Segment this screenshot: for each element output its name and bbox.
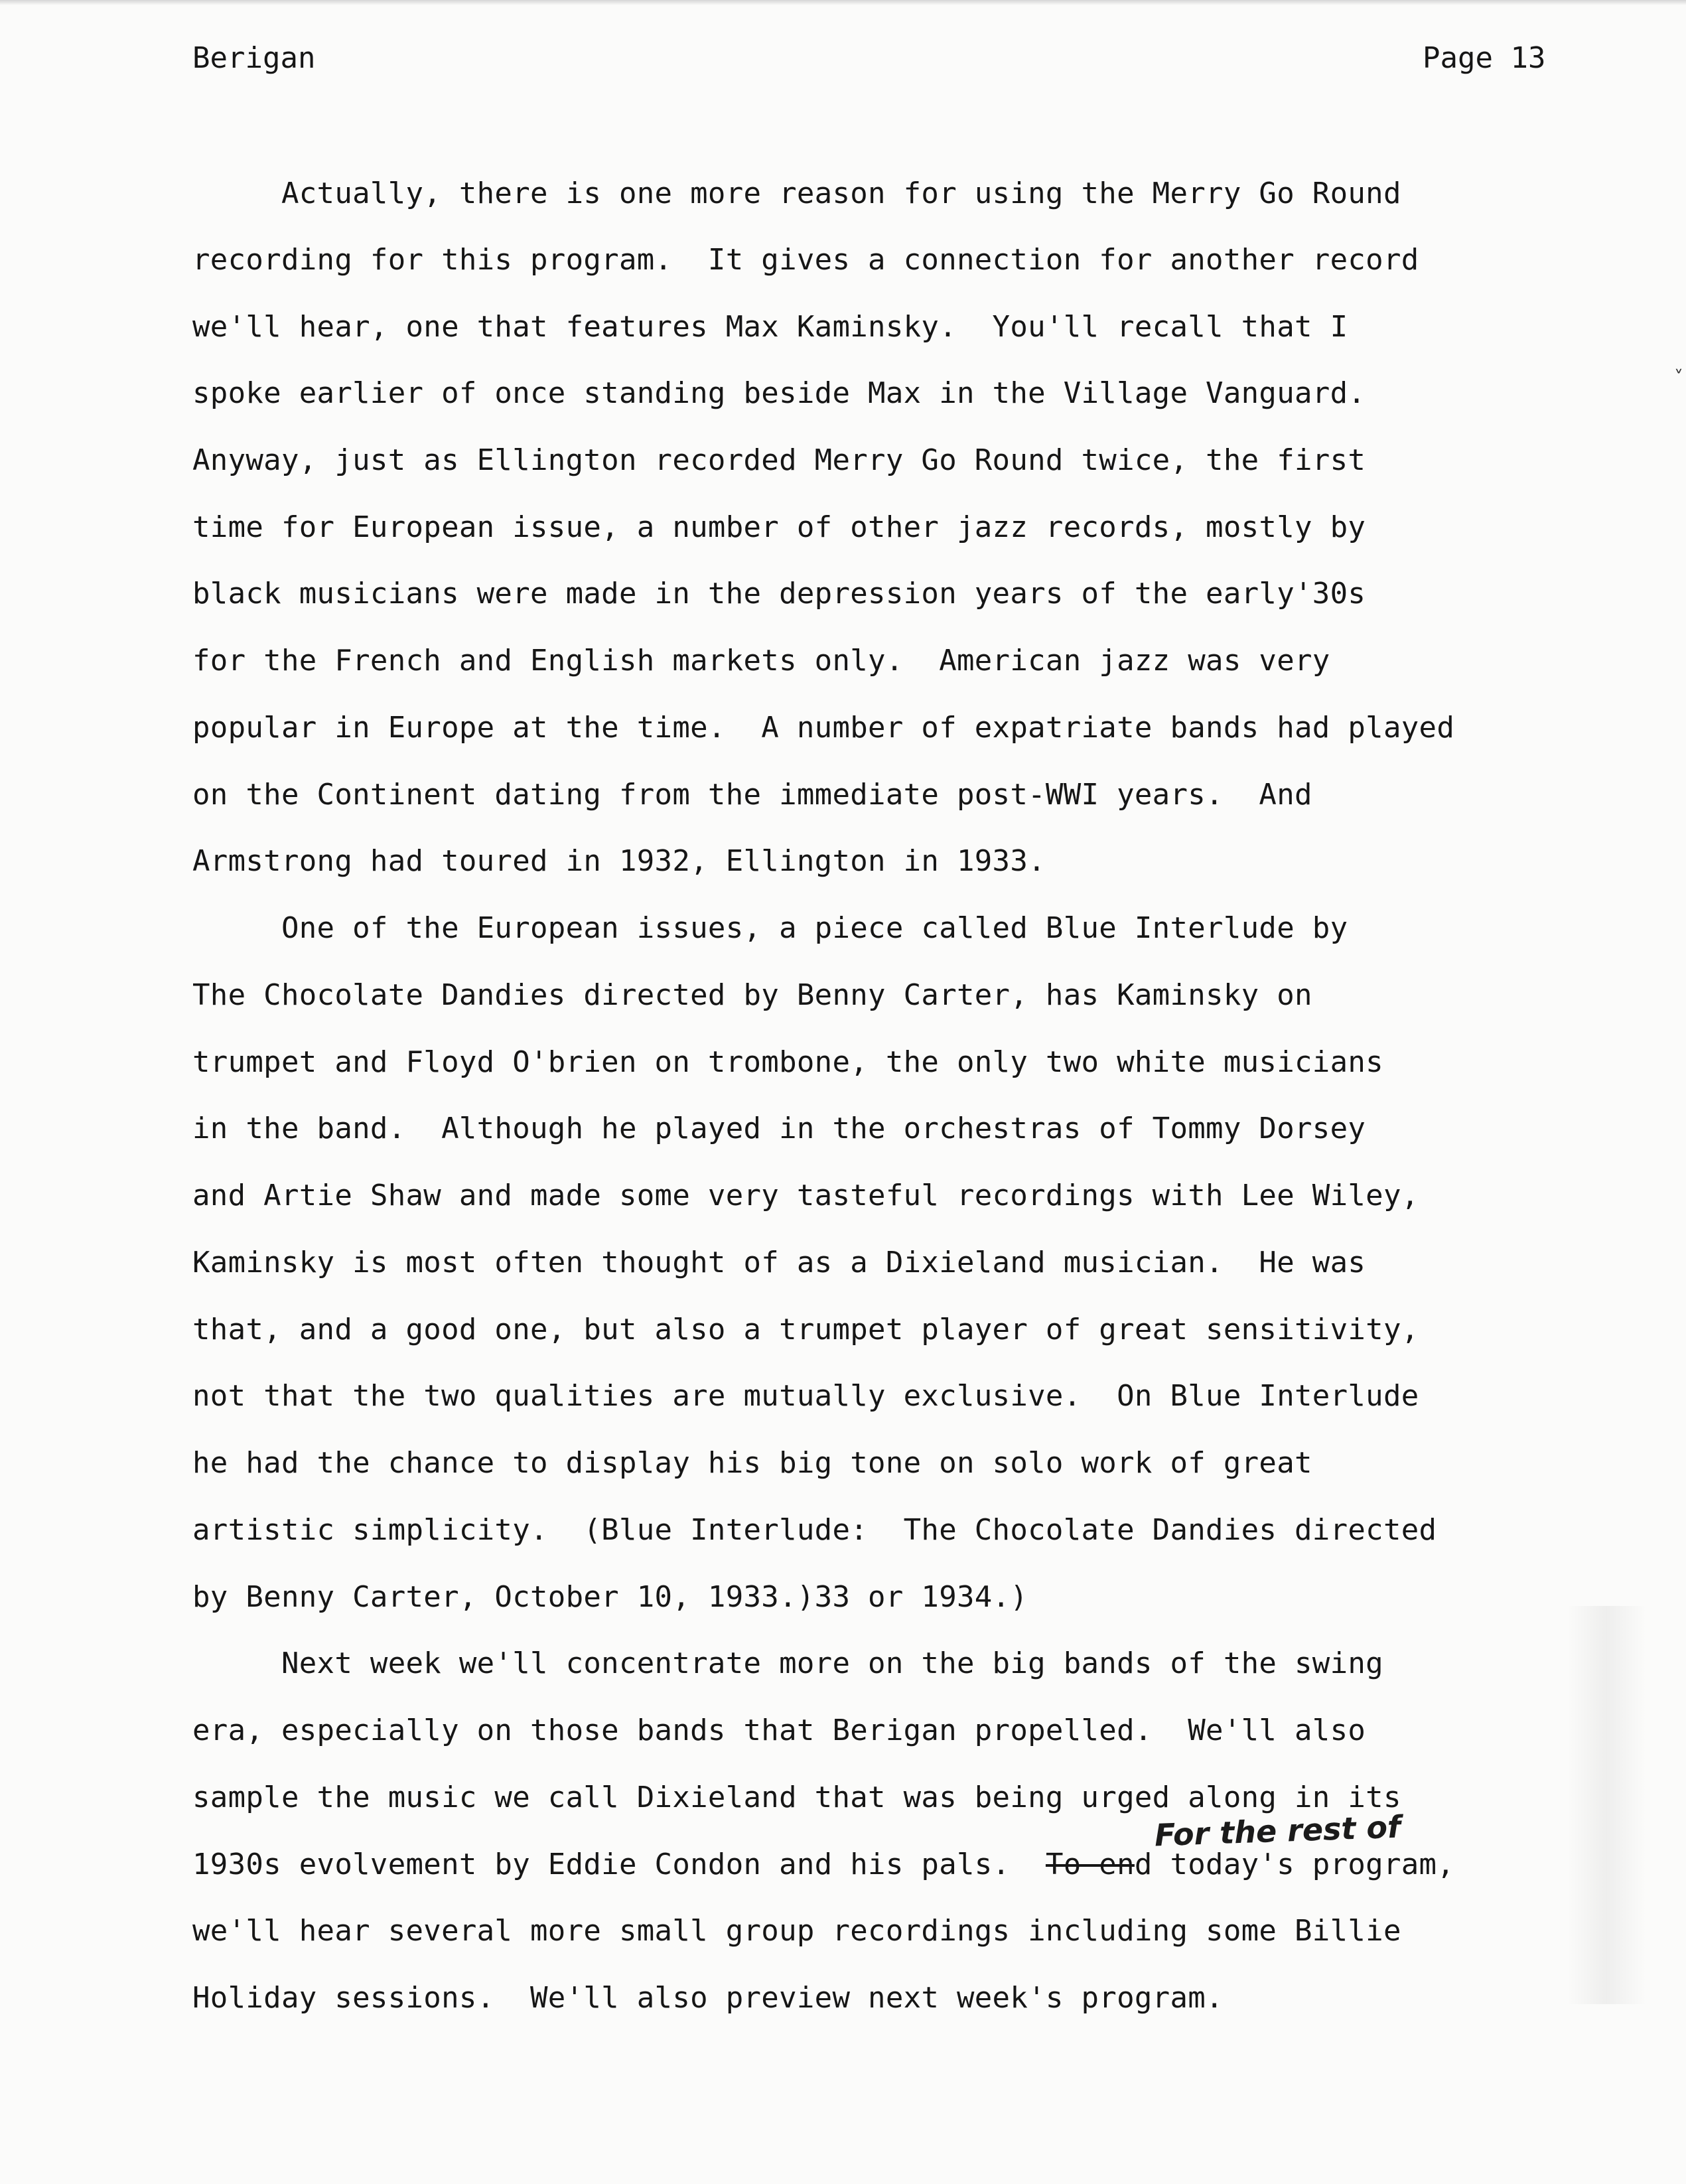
page-number: Page 13 [1423, 41, 1546, 75]
body-line: Anyway, just as Ellington recorded Merry Go Round twice, the first [192, 443, 1366, 477]
body-line: Holiday sessions. We'll also preview next week's program. [192, 1981, 1224, 2015]
handwritten-insertion: For the rest of [1154, 1808, 1401, 1854]
body-line: and Artie Shaw and made some very tasteful recordings with Lee Wiley, [192, 1179, 1419, 1212]
scan-edge [0, 0, 1686, 5]
body-line: time for European issue, a number of other jazz records, mostly by [192, 510, 1366, 544]
body-line: for the French and English markets only. American jazz was very [192, 644, 1330, 678]
body-line: in the band. Although he played in the orchestras of Tommy Dorsey [192, 1112, 1366, 1145]
body-line: trumpet and Floyd O'brien on trombone, the only two white musicians [192, 1045, 1383, 1079]
body-line: One of the European issues, a piece called Blue Interlude by [192, 911, 1348, 945]
body-line: spoke earlier of once standing beside Max in the Village Vanguard. [192, 376, 1366, 410]
body-line: black musicians were made in the depression years of the early'30s [192, 577, 1366, 611]
struck-through-text: To en [1045, 1848, 1135, 1881]
margin-tick-mark: ˅ [1674, 366, 1683, 388]
body-line: by Benny Carter, October 10, 1933.)33 or 1934.) [192, 1580, 1028, 1614]
body-line: he had the chance to display his big tone on solo work of great [192, 1446, 1312, 1480]
line-text-before-edit: 1930s evolvement by Eddie Condon and his pals. [192, 1848, 1046, 1881]
running-header-author: Berigan [192, 41, 316, 75]
body-line: era, especially on those bands that Berigan propelled. We'll also [192, 1713, 1366, 1747]
body-line-with-edit [192, 1845, 1454, 1885]
body-line: popular in Europe at the time. A number of expatriate bands had played [192, 711, 1455, 745]
body-line: not that the two qualities are mutually exclusive. On Blue Interlude [192, 1379, 1419, 1413]
body-line: Armstrong had toured in 1932, Ellington in 1933. [192, 844, 1046, 878]
body-line: that, and a good one, but also a trumpet player of great sensitivity, [192, 1313, 1419, 1347]
body-line: Next week we'll concentrate more on the big bands of the swing [192, 1646, 1383, 1680]
body-line: sample the music we call Dixieland that was being urged along in its [192, 1781, 1401, 1814]
body-line: The Chocolate Dandies directed by Benny Carter, has Kaminsky on [192, 978, 1312, 1012]
scan-smudge [1567, 1606, 1646, 2004]
body-line: Actually, there is one more reason for using the Merry Go Round [192, 177, 1401, 210]
body-line: we'll hear, one that features Max Kaminsky. You'll recall that I [192, 310, 1348, 344]
line-text-after-edit: d today's program, [1134, 1848, 1455, 1881]
body-line: we'll hear several more small group recordings including some Billie [192, 1914, 1401, 1948]
body-line: artistic simplicity. (Blue Interlude: The Chocolate Dandies directed [192, 1513, 1437, 1547]
body-line: Kaminsky is most often thought of as a Dixieland musician. He was [192, 1246, 1366, 1279]
body-line: on the Continent dating from the immediate post-WWI years. And [192, 778, 1312, 812]
body-line: recording for this program. It gives a connection for another record [192, 243, 1419, 277]
